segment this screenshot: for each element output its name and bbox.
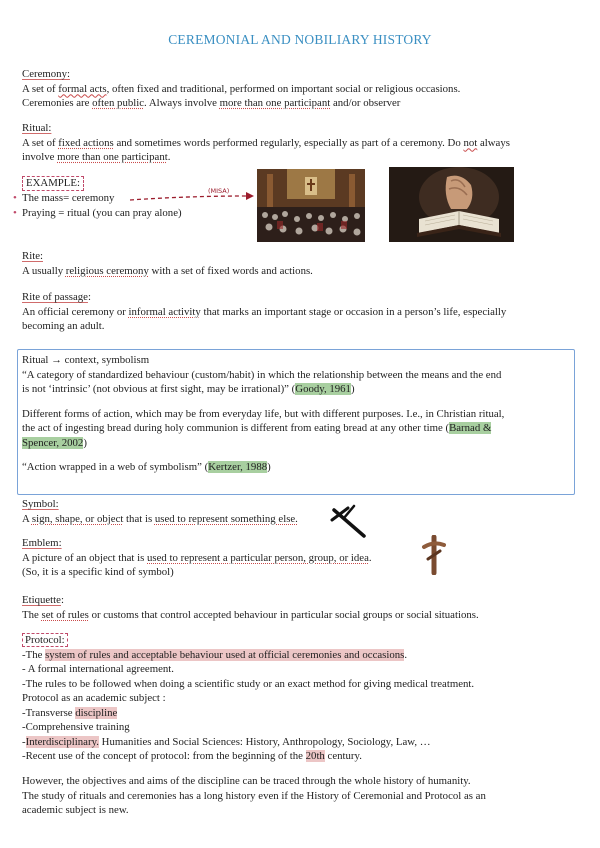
rite-of-passage-term: Rite of passage: [22, 291, 88, 303]
ceremony-line-1: A set of formal acts, often fixed and traditional, performed on important social or religious occasions.: [22, 82, 461, 95]
citation-kertzer: Kertzer, 1988: [208, 461, 268, 473]
protocol-section: [22, 633, 574, 764]
arrow-note: (MISA): [208, 187, 230, 195]
page-title: CEREMONIAL AND NOBILIARY HISTORY: [168, 32, 432, 47]
closing-line-3: academic subject is new.: [22, 804, 129, 816]
ritual-line-2: involve more than one participant.: [22, 151, 171, 163]
symbol-term: Symbol:: [22, 498, 59, 510]
church-interior-icon: [257, 169, 365, 242]
box-heading: Ritual → context, symbolism: [22, 354, 150, 366]
dashed-arrow-icon: [128, 184, 258, 206]
citation-goody: Goody, 1961: [295, 383, 351, 395]
protocol-academic-heading: Protocol as an academic subject :: [22, 692, 166, 704]
box-quote3: “Action wrapped in a web of symbolism” (Kertzer, 1988): [22, 461, 271, 473]
box-para2-line3: Spencer, 2002): [22, 436, 87, 449]
box-quote1-line1: “A category of standardized behaviour (custom/habit) in which the relationship between the means and the end: [22, 368, 502, 381]
mass-photo: [257, 169, 365, 242]
symbol-section: [22, 497, 574, 526]
rite-of-passage-section: Rite of passage: An official ceremony or informal activity that marks an important stage or occasion in a person’s life, especially becoming an adult.: [22, 290, 574, 334]
protocol-item-3: -The rules to be followed when doing a scientific study or an exact method for giving medical treatment.: [22, 677, 475, 690]
ceremony-term: Ceremony:: [22, 68, 70, 80]
protocol-academic-3: -Interdisciplinary. Humanities and Social Sciences: History, Anthropology, Sociology, Law, …: [22, 735, 431, 748]
ritual-section: [22, 121, 574, 165]
symbol-line-1: A sign, shape, or object that is used to represent something else.: [22, 512, 298, 525]
closing-section: [22, 774, 574, 818]
protocol-item-1: -The system of rules and acceptable behaviour used at official ceremonies and occasions.: [22, 648, 408, 661]
rite-of-passage-line-2: becoming an adult.: [22, 320, 105, 332]
citation-barnad-1: Barnad &: [449, 422, 492, 434]
ritual-line-1: A set of fixed actions and sometimes words performed regularly, especially as part of a ceremony. Do not always: [22, 136, 510, 149]
protocol-item-2: - A formal international agreement.: [22, 663, 174, 675]
emblem-line-2: (So, it is a specific kind of symbol): [22, 566, 174, 578]
emblem-line-1: A picture of an object that is used to represent a particular person, group, or idea.: [22, 551, 372, 564]
praying-photo: [389, 167, 514, 242]
citation-barnad-2: Spencer, 2002: [22, 436, 84, 449]
closing-line-1: However, the objectives and aims of the discipline can be traced through the whole history of humanity.: [22, 775, 471, 787]
etiquette-line-1: The set of rules or customs that control accepted behaviour in particular social groups or social situations.: [22, 608, 479, 621]
protocol-academic-2: -Comprehensive training: [22, 721, 130, 733]
closing-line-2: The study of rituals and ceremonies has a long history even if the History of Ceremonial and Protocol as an: [22, 789, 486, 802]
box-para2-line2: the act of ingesting bread during holy communion is different from eating bread at any other time (Barnad &: [22, 422, 492, 434]
etiquette-section: Etiquette: The set of rules or customs that control accepted behaviour in particular social groups or social situations.: [22, 593, 574, 622]
emblem-cross-icon: [418, 535, 446, 575]
protocol-academic-1: -Transverse discipline: [22, 706, 118, 719]
example-label: EXAMPLE:: [22, 176, 84, 191]
box-para2-line1: Different forms of action, which may be from everyday life, but with different purposes. I.e., in Christian ritual,: [22, 407, 505, 420]
emblem-section: [22, 536, 574, 580]
example-item-1: • The mass= ceremony: [13, 192, 115, 204]
protocol-academic-4: -Recent use of the concept of protocol: from the beginning of the 20th century.: [22, 750, 362, 762]
rite-line-1: A usually religious ceremony with a set of fixed words and actions.: [22, 264, 313, 277]
ceremony-section: [22, 67, 574, 111]
etiquette-term: Etiquette: [22, 594, 61, 606]
ritual-term: Ritual:: [22, 122, 52, 134]
ritual-context-content: [22, 353, 574, 475]
rite-section: [22, 249, 574, 278]
box-quote1-line2: is not ‘intrinsic’ (not obvious at first sight, may be irrational)” (Goody, 1961): [22, 383, 355, 395]
emblem-term: Emblem:: [22, 537, 62, 549]
rite-term: Rite:: [22, 250, 43, 262]
example-item-2: • Praying = ritual (you can pray alone): [13, 206, 182, 219]
praying-hands-icon: [389, 167, 514, 242]
protocol-term: Protocol:: [22, 633, 68, 647]
rite-of-passage-line-1: An official ceremony or informal activity that marks an important stage or occasion in a person’s life, especially: [22, 305, 507, 318]
ceremony-line-2: Ceremonies are often public. Always involve more than one participant and/or observer: [22, 97, 401, 109]
